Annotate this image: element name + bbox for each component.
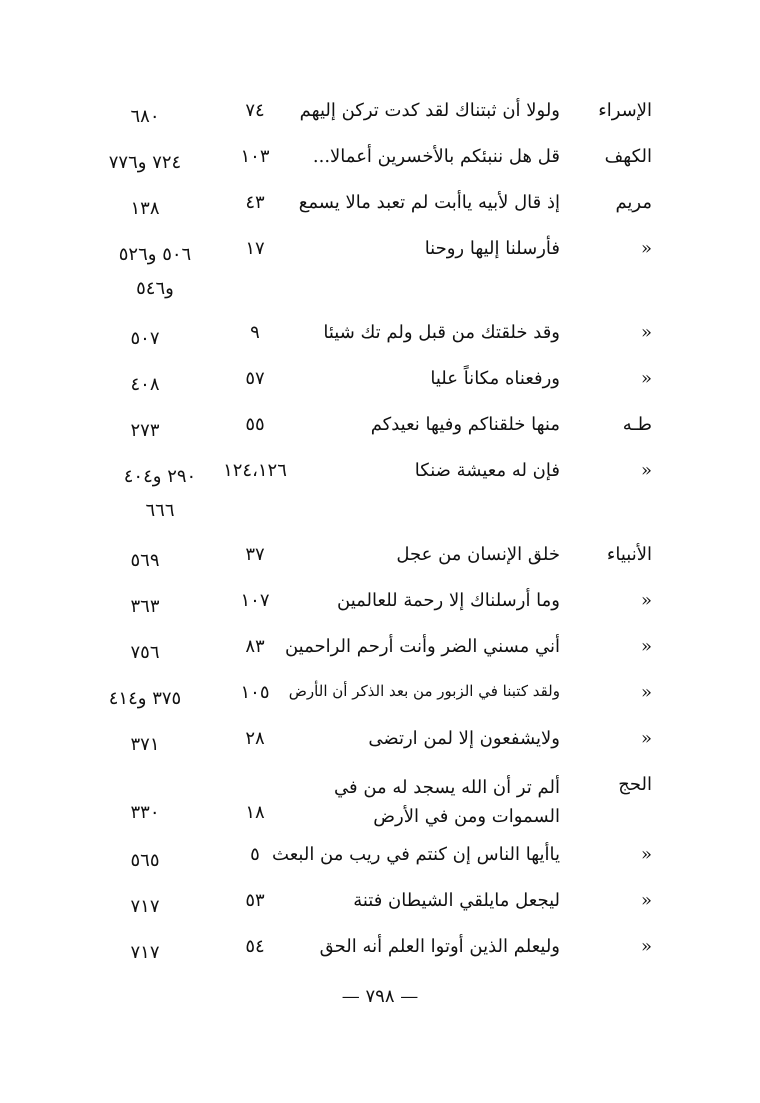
- ayah-number: ٨٣: [245, 636, 265, 657]
- list-item: [90, 728, 660, 774]
- verse-text: منها خلقناكم وفيها نعيدكم: [370, 414, 560, 435]
- verse-text: ولقد كتبنا في الزبور من بعد الذكر أن الأرض: [288, 682, 560, 700]
- ayah-number: ١٠٧: [240, 590, 270, 611]
- list-item: [90, 890, 660, 936]
- ayah-number: ٧٤: [245, 100, 265, 121]
- verse-text: ليجعل مايلقي الشيطان فتنة: [353, 890, 560, 911]
- ayah-number: ١٠٥: [240, 682, 270, 703]
- surah-name: «: [640, 728, 652, 749]
- surah-name: «: [640, 322, 652, 343]
- surah-name: «: [640, 238, 652, 259]
- page-refs: ٧١٧: [130, 942, 160, 963]
- surah-name: «: [640, 636, 652, 657]
- ayah-number: ٩: [250, 322, 260, 343]
- page-refs: ٥٦٩: [130, 550, 160, 571]
- page-refs: ٧١٧: [130, 896, 160, 917]
- surah-name: «: [640, 844, 652, 865]
- verse-text: أني مسني الضر وأنت أرحم الراحمين: [284, 636, 560, 657]
- ayah-number: ١٠٣: [240, 146, 270, 167]
- surah-name: مريم: [615, 192, 652, 213]
- surah-name: «: [640, 936, 652, 957]
- list-item: [90, 936, 660, 982]
- ayah-number: ٣٧: [245, 544, 265, 565]
- page-refs: ٣٧١: [130, 734, 160, 755]
- list-item: [90, 322, 660, 368]
- page-refs: ٣٧٥ و٤١٤: [108, 688, 182, 709]
- page-refs: ٣٦٣: [130, 596, 160, 617]
- ayah-number: ٤٣: [245, 192, 265, 213]
- page-refs: ٢٧٣: [130, 420, 160, 441]
- verse-text: ياأيها الناس إن كنتم في ريب من البعث: [272, 844, 560, 865]
- verse-text: خلق الإنسان من عجل: [396, 544, 560, 565]
- ayah-number: ٥٥: [245, 414, 265, 435]
- page-refs: ٥٠٦ و٥٢٦ و٥٤٦: [118, 244, 192, 300]
- ayah-number: ٥٧: [245, 368, 265, 389]
- page-refs: ١٣٨: [130, 198, 160, 219]
- ayah-number: ٥: [250, 844, 260, 865]
- verse-text: ألم تر أن الله يسجد له من في السموات ومن في الأرض: [334, 777, 560, 827]
- page-number: — ٧٩٨ —: [341, 986, 419, 1007]
- verse-text: إذ قال لأبيه ياأبت لم تعبد مالا يسمع: [298, 192, 560, 213]
- list-item: [90, 636, 660, 682]
- verse-text: ولايشفعون إلا لمن ارتضى: [368, 728, 560, 749]
- list-item: [90, 368, 660, 414]
- verse-text: وقد خلقتك من قبل ولم تك شيئا: [323, 322, 560, 343]
- list-item: [90, 590, 660, 636]
- list-item: [90, 844, 660, 890]
- verse-text: ولولا أن ثبتناك لقد كدت تركن إليهم: [299, 100, 560, 121]
- ayah-number: ٥٤: [245, 936, 265, 957]
- verse-text: وما أرسلناك إلا رحمة للعالمين: [337, 590, 560, 611]
- page-refs: ٢٩٠ و٤٠٤ ٦٦٦: [123, 466, 197, 522]
- page-refs: ٥٠٧: [130, 328, 160, 349]
- page-refs: ٥٦٥: [130, 850, 160, 871]
- surah-name: «: [640, 368, 652, 389]
- ayah-number: ١٨: [245, 802, 265, 823]
- list-item: [90, 544, 660, 590]
- ayah-number: ١٢٤،١٢٦: [223, 460, 287, 481]
- surah-name: الكهف: [604, 146, 652, 167]
- verse-text: قل هل ننبئكم بالأخسرين أعمالا...: [312, 146, 560, 167]
- verse-text: وليعلم الذين أوتوا العلم أنه الحق: [319, 936, 560, 957]
- verse-text: ورفعناه مكاناً عليا: [430, 368, 560, 389]
- list-item: [90, 414, 660, 460]
- surah-name: طـه: [622, 414, 652, 435]
- ayah-number: ١٧: [245, 238, 265, 259]
- surah-name: «: [640, 682, 652, 703]
- surah-name: «: [640, 890, 652, 911]
- page-refs: ٧٢٤ و٧٧٦: [108, 152, 182, 173]
- verse-text: فإن له معيشة ضنكا: [414, 460, 560, 481]
- ayah-number: ٢٨: [245, 728, 265, 749]
- list-item: [90, 682, 660, 728]
- list-item: [90, 460, 660, 544]
- ayah-number: ٥٣: [245, 890, 265, 911]
- page-refs: ٣٣٠: [130, 802, 160, 823]
- verse-text: فأرسلنا إليها روحنا: [424, 238, 560, 259]
- page-refs: ٦٨٠: [130, 106, 160, 127]
- page-refs: ٤٠٨: [130, 374, 160, 395]
- list-item: [90, 774, 660, 844]
- surah-name: الإسراء: [598, 100, 652, 121]
- surah-name: «: [640, 590, 652, 611]
- list-item: [90, 238, 660, 322]
- verse-index-list: [90, 100, 660, 982]
- surah-name: الحج: [618, 774, 652, 795]
- surah-name: «: [640, 460, 652, 481]
- list-item: [90, 192, 660, 238]
- surah-name: الأنبياء: [606, 544, 652, 565]
- page-refs: ٧٥٦: [130, 642, 160, 663]
- list-item: [90, 146, 660, 192]
- list-item: [90, 100, 660, 146]
